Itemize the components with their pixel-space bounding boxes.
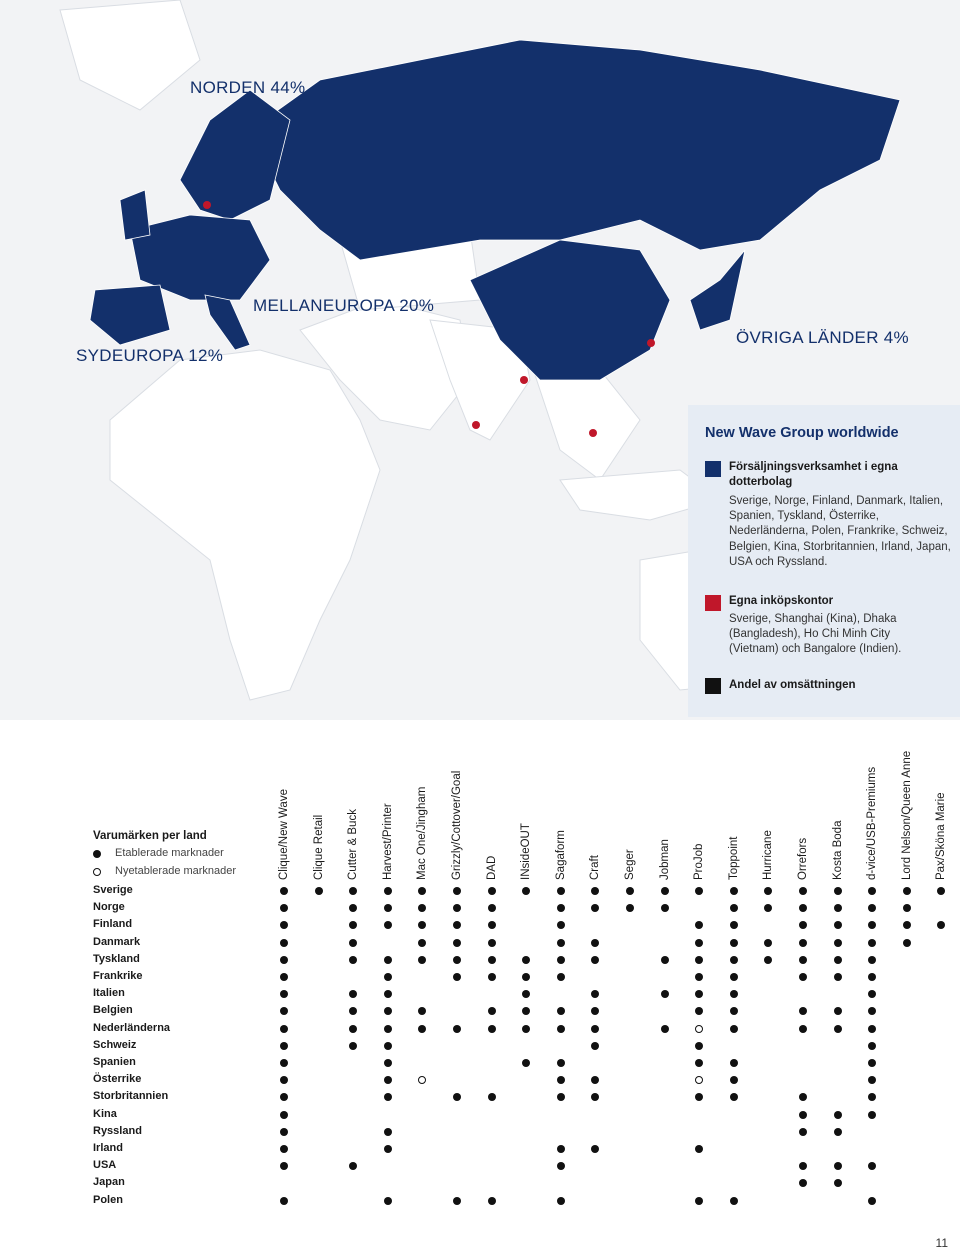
scandinavia-land xyxy=(180,90,290,220)
brand-header: Pax/Sköna Marie xyxy=(935,792,948,880)
established-market-dot xyxy=(557,1025,565,1033)
country-label: Österrike xyxy=(93,1073,142,1086)
sales-countries: Sverige, Norge, Finland, Danmark, Italien, Spanien, Tyskland, Österrike, Nederländerna, Polen, Frankrike, Schweiz, Belgien, Kina, Storbritannien, Irland, Japan, USA och Ryssland. xyxy=(729,495,951,568)
brand-header: Mac One/Jingham xyxy=(416,786,429,880)
page-number: 11 xyxy=(935,1236,948,1250)
sales-swatch xyxy=(705,461,721,477)
established-market-dot xyxy=(280,1059,288,1067)
established-market-dot xyxy=(730,956,738,964)
established-market-dot xyxy=(488,921,496,929)
established-market-dot xyxy=(834,1179,842,1187)
established-market-dot xyxy=(661,1025,669,1033)
established-market-dot xyxy=(834,939,842,947)
established-market-dot xyxy=(384,1197,392,1205)
established-market-dot xyxy=(522,956,530,964)
brand-header: Cutter & Buck xyxy=(347,809,360,880)
brand-header: Kosta Boda xyxy=(831,820,844,880)
established-market-dot xyxy=(868,1025,876,1033)
established-market-dot xyxy=(453,1025,461,1033)
purchase-swatch xyxy=(705,595,721,611)
africa-land xyxy=(110,350,380,700)
established-market-dot xyxy=(903,939,911,947)
established-market-dot xyxy=(453,887,461,895)
brand-header: DAD xyxy=(485,855,498,880)
brand-header: Hurricane xyxy=(762,830,775,880)
established-market-dot xyxy=(695,956,703,964)
established-market-dot xyxy=(522,1025,530,1033)
established-market-dot xyxy=(557,887,565,895)
country-label: Danmark xyxy=(93,935,141,948)
brand-header: Harvest/Printer xyxy=(381,803,394,880)
established-market-dot xyxy=(868,1042,876,1050)
established-market-dot xyxy=(280,1128,288,1136)
italy-land xyxy=(205,295,250,350)
brand-header: Craft xyxy=(589,855,602,880)
established-market-dot xyxy=(799,939,807,947)
country-label: Spanien xyxy=(93,1056,136,1068)
brand-header: Orrefors xyxy=(797,837,809,880)
established-market-dot xyxy=(764,939,772,947)
table-heading: Varumärken per land xyxy=(93,830,207,842)
established-market-dot xyxy=(834,1007,842,1015)
established-market-dot xyxy=(799,973,807,981)
established-market-dot xyxy=(799,1111,807,1119)
country-label: Storbritannien xyxy=(93,1090,169,1103)
established-market-dot xyxy=(868,939,876,947)
established-market-dot xyxy=(557,973,565,981)
iberia-land xyxy=(90,285,170,345)
established-market-dot xyxy=(799,1025,807,1033)
established-market-dot xyxy=(488,973,496,981)
established-market-dot xyxy=(661,956,669,964)
established-market-dot xyxy=(280,887,288,895)
share-swatch xyxy=(705,678,721,694)
established-market-dot xyxy=(834,1128,842,1136)
established-market-dot xyxy=(280,939,288,947)
brand-header: INsideOUT xyxy=(520,823,533,880)
established-market-dot xyxy=(730,1059,738,1067)
established-market-dot xyxy=(661,904,669,912)
established-market-dot xyxy=(384,973,392,981)
established-market-dot xyxy=(730,990,738,998)
country-label: Polen xyxy=(93,1193,123,1206)
established-market-dot xyxy=(384,990,392,998)
country-label: Irland xyxy=(93,1142,123,1154)
established-market-dot xyxy=(695,1197,703,1205)
established-market-dot xyxy=(868,956,876,964)
established-market-dot xyxy=(453,956,461,964)
established-market-dot xyxy=(384,1145,392,1153)
established-market-dot xyxy=(799,956,807,964)
established-market-dot xyxy=(730,887,738,895)
established-market-dot xyxy=(280,1145,288,1153)
brand-header: ProJob xyxy=(693,843,706,880)
established-market-dot xyxy=(557,956,565,964)
established-market-dot xyxy=(557,1197,565,1205)
region-norden: NORDEN 44% xyxy=(190,78,306,97)
established-market-dot xyxy=(695,939,703,947)
established-market-dot xyxy=(280,1025,288,1033)
established-market-dot xyxy=(834,956,842,964)
established-market-dot xyxy=(557,1162,565,1170)
established-market-dot xyxy=(488,904,496,912)
brand-header: Clique/New Wave xyxy=(278,789,290,880)
established-market-dot xyxy=(280,1042,288,1050)
uk-land xyxy=(120,190,150,240)
established-market-dot xyxy=(834,1111,842,1119)
japan-land xyxy=(690,250,745,330)
established-market-dot xyxy=(661,990,669,998)
established-market-dot xyxy=(349,939,357,947)
established-market-dot xyxy=(868,1111,876,1119)
established-market-dot xyxy=(868,1197,876,1205)
established-market-dot xyxy=(453,939,461,947)
established-market-dot xyxy=(280,1197,288,1205)
country-label: Ryssland xyxy=(93,1124,142,1137)
country-label: Sverige xyxy=(93,884,133,896)
established-market-dot xyxy=(730,973,738,981)
purchase-heading: Egna inköpskontor xyxy=(729,595,834,607)
share-heading: Andel av omsättningen xyxy=(729,679,856,691)
established-market-dot xyxy=(730,1076,738,1084)
established-market-dot xyxy=(557,1145,565,1153)
established-market-dot xyxy=(488,939,496,947)
office-bangalore-marker xyxy=(472,421,480,429)
established-market-dot xyxy=(903,904,911,912)
established-market-dot xyxy=(557,1076,565,1084)
country-label: Schweiz xyxy=(93,1038,137,1051)
established-market-dot xyxy=(280,973,288,981)
established-market-dot xyxy=(349,1042,357,1050)
established-market-dot xyxy=(557,1059,565,1067)
established-market-dot xyxy=(730,1025,738,1033)
established-market-dot xyxy=(591,1025,599,1033)
established-market-dot xyxy=(834,973,842,981)
country-label: USA xyxy=(93,1159,117,1172)
established-market-dot xyxy=(695,1042,703,1050)
established-market-dot xyxy=(488,887,496,895)
established-market-dot xyxy=(799,887,807,895)
established-market-dot xyxy=(834,921,842,929)
established-market-dot xyxy=(730,939,738,947)
country-label: Finland xyxy=(93,918,133,931)
established-market-dot xyxy=(384,1128,392,1136)
established-market-dot xyxy=(418,939,426,947)
established-market-dot xyxy=(626,887,634,895)
established-market-dot xyxy=(488,1197,496,1205)
country-label: Tyskland xyxy=(93,952,140,965)
country-label: Nederländerna xyxy=(93,1021,171,1034)
new-market-dot xyxy=(695,1025,703,1033)
brand-header: Grizzly/Cottover/Goal xyxy=(451,770,463,880)
established-market-dot xyxy=(384,1042,392,1050)
brand-header: d-vice/USB-Premiums xyxy=(866,766,879,880)
country-label: Norge xyxy=(93,901,125,914)
established-market-dot xyxy=(488,1093,496,1101)
established-market-dot xyxy=(557,939,565,947)
established-market-dot xyxy=(903,887,911,895)
office-sweden-marker xyxy=(203,201,211,209)
brand-header: Sagaform xyxy=(554,830,567,880)
brand-header: Clique Retail xyxy=(312,814,325,880)
country-label: Japan xyxy=(93,1176,125,1189)
region-ovriga: ÖVRIGA LÄNDER 4% xyxy=(736,328,909,347)
purchase-offices: Sverige, Shanghai (Kina), Dhaka (Bangladesh), Ho Chi Minh City (Vietnam) och Bangalore (Indien). xyxy=(729,613,902,656)
established-market-dot xyxy=(349,956,357,964)
key-new-label: Nyetablerade marknader xyxy=(115,865,237,877)
established-market-dot xyxy=(591,939,599,947)
office-shanghai-marker xyxy=(647,339,655,347)
established-market-dot xyxy=(384,1059,392,1067)
established-market-dot xyxy=(730,904,738,912)
established-market-dot xyxy=(661,887,669,895)
country-label: Italien xyxy=(93,987,125,1000)
established-market-dot xyxy=(384,887,392,895)
established-market-dot xyxy=(488,1007,496,1015)
established-market-dot xyxy=(730,1197,738,1205)
established-market-dot xyxy=(384,956,392,964)
established-market-dot xyxy=(834,887,842,895)
office-hcmc-marker xyxy=(589,429,597,437)
sales-heading: Försäljningsverksamhet i egna dotterbolag xyxy=(729,461,898,488)
russia-land xyxy=(250,40,900,260)
established-market-dot xyxy=(488,1025,496,1033)
established-market-dot xyxy=(280,1111,288,1119)
established-market-dot xyxy=(453,973,461,981)
established-market-dot xyxy=(488,956,496,964)
greenland-land xyxy=(60,0,200,110)
established-market-dot xyxy=(280,956,288,964)
established-market-dot xyxy=(799,1128,807,1136)
brand-header: Toppoint xyxy=(727,836,740,880)
brand-matrix xyxy=(0,720,960,1220)
established-market-dot xyxy=(384,1076,392,1084)
established-market-dot xyxy=(418,1025,426,1033)
brand-header: Seger xyxy=(624,849,636,880)
established-market-dot xyxy=(834,1025,842,1033)
established-market-dot xyxy=(834,1162,842,1170)
established-market-dot xyxy=(384,1025,392,1033)
legend-title: New Wave Group worldwide xyxy=(705,425,899,441)
established-market-dot xyxy=(453,1197,461,1205)
region-sydeuropa: SYDEUROPA 12% xyxy=(76,346,224,365)
brand-header: Jobman xyxy=(658,839,671,880)
established-market-dot xyxy=(315,887,323,895)
established-market-dot xyxy=(349,1025,357,1033)
established-market-dot xyxy=(557,904,565,912)
established-market-dot xyxy=(384,904,392,912)
country-label: Belgien xyxy=(93,1004,133,1017)
country-label: Frankrike xyxy=(93,970,143,982)
office-dhaka-marker xyxy=(520,376,528,384)
brand-header: Lord Nelson/Queen Anne xyxy=(900,750,913,880)
established-market-dot xyxy=(834,904,842,912)
key-established-label: Etablerade marknader xyxy=(115,847,224,859)
region-mellaneuropa: MELLANEUROPA 20% xyxy=(253,296,435,315)
country-label: Kina xyxy=(93,1107,117,1120)
